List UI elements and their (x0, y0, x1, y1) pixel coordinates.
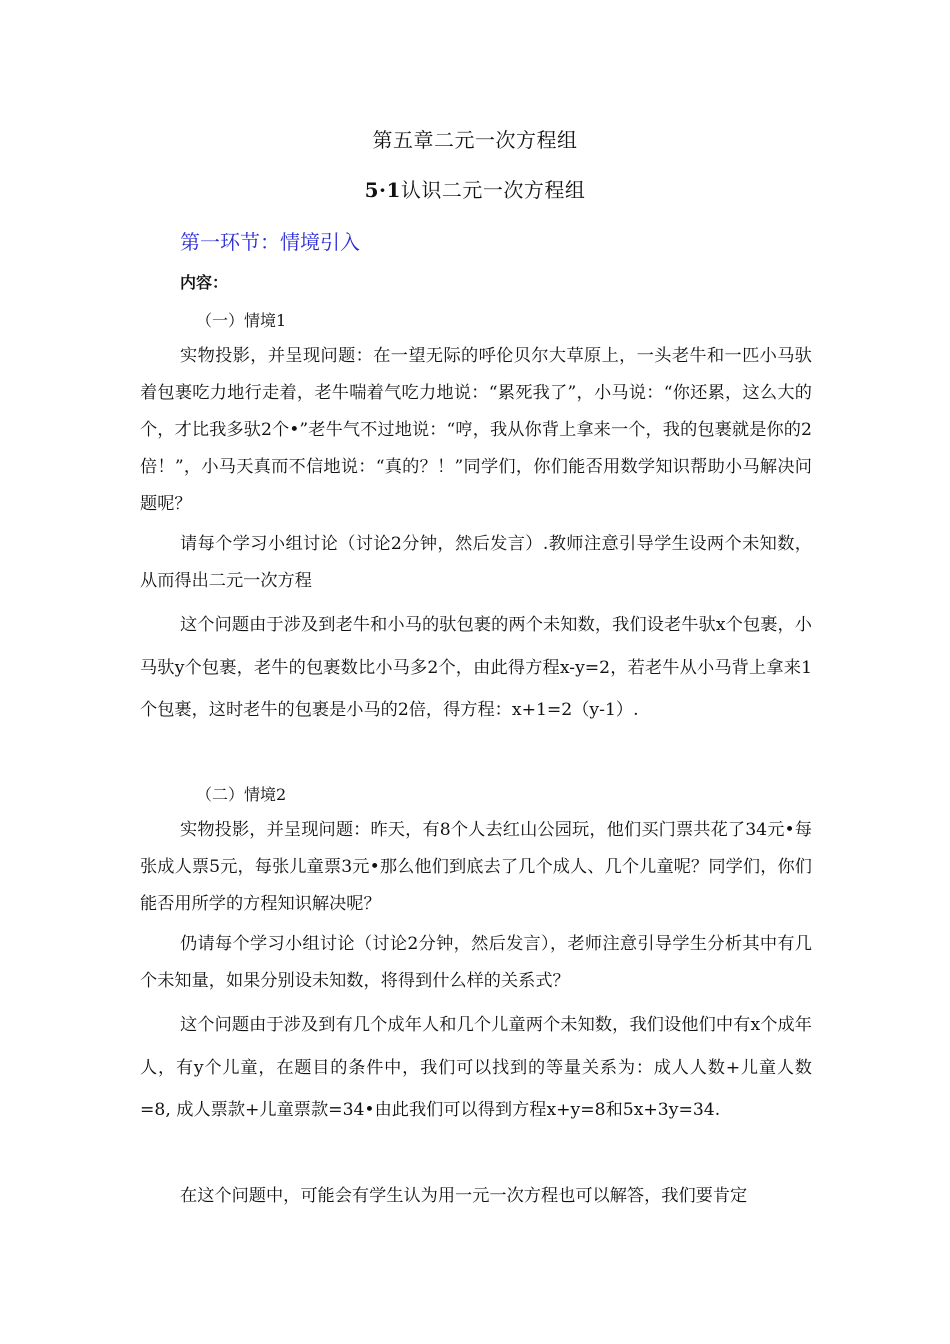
content-label: 内容： (180, 273, 229, 292)
lesson-title (0, 174, 950, 203)
paragraph-4: 实物投影，并呈现问题：昨天，有8个人去红山公园玩，他们买门票共花了34元•每张成人票5元，每张儿童票3元•那么他们到底去了几个成人、几个儿童呢？同学们，你们能否用所学的方程知识解决呢？ (140, 820, 812, 914)
paragraph-7: 在这个问题中，可能会有学生认为用一元一次方程也可以解答，我们要肯定 (180, 1186, 748, 1206)
scenario-1-heading: （一）情境1 (196, 311, 287, 330)
paragraph-1: 实物投影，并呈现问题：在一望无际的呼伦贝尔大草原上，一头老牛和一匹小马驮着包裹吃力地行走着，老牛喘着气吃力地说：“累死我了”，小马说：“你还累，这么大的个，才比我多驮2个•”老牛气不过地说：“哼，我从你背上拿来一个，我的包裹就是你的2倍！”，小马天真而不信地说：“真的？！”同学们，你们能否用数学知识帮助小马解决问题呢？ (140, 346, 812, 514)
paragraph-6: 这个问题由于涉及到有几个成年人和几个儿童两个未知数，我们设他们中有x个成年人，有y个儿童，在题目的条件中，我们可以找到的等量关系为：成人人数+儿童人数=8, 成人票款+儿童票款=34•由此我们可以得到方程x+y=8和5x+3y=34. (140, 1015, 812, 1120)
lesson-title-text: 认识二元一次方程组 (400, 178, 586, 202)
paragraph-5: 仍请每个学习小组讨论（讨论2分钟，然后发言），老师注意引导学生分析其中有几个未知量，如果分别设未知数，将得到什么样的关系式？ (140, 934, 812, 991)
chapter-title: 第五章二元一次方程组 (372, 128, 578, 152)
paragraph-3: 这个问题由于涉及到老牛和小马的驮包裹的两个未知数，我们设老牛驮x个包裹，小马驮y个包裹，老牛的包裹数比小马多2个，由此得方程x-y=2，若老牛从小马背上拿来1个包裹，这时老牛的包裹是小马的2倍，得方程：x+1=2（y-1）. (140, 615, 812, 720)
paragraph-2: 请每个学习小组讨论（讨论2分钟，然后发言）.教师注意引导学生设两个未知数，从而得出二元一次方程 (140, 534, 812, 591)
lesson-number: 5·1 (364, 178, 401, 202)
section-heading: 第一环节：情境引入 (180, 230, 360, 254)
scenario-2-heading: （二）情境2 (196, 785, 287, 804)
